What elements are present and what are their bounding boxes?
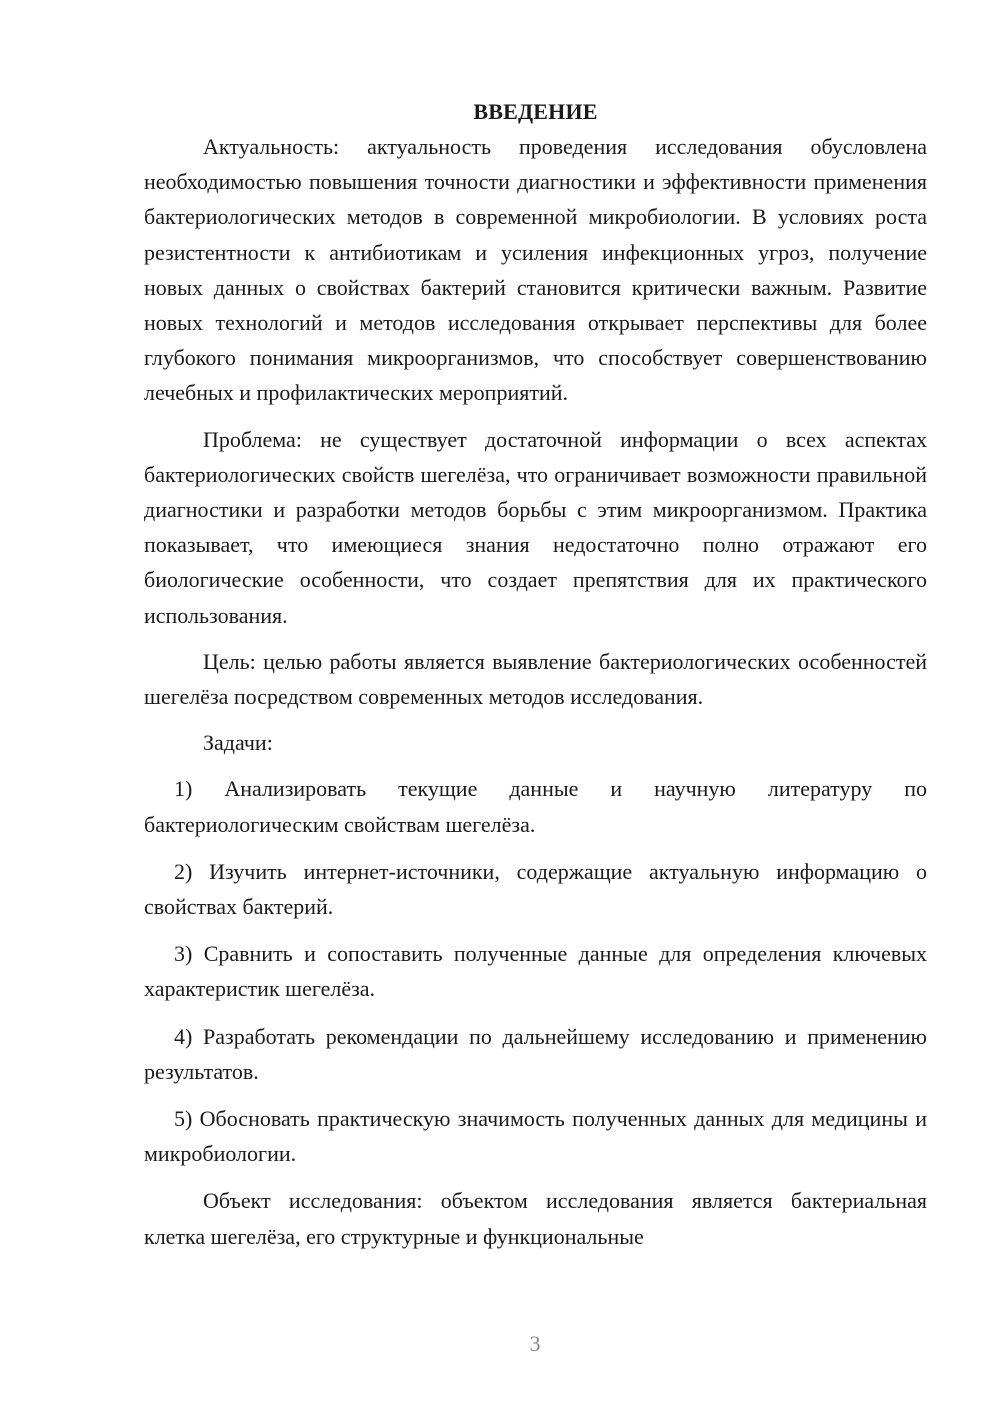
page-content bbox=[144, 94, 927, 1254]
section-heading: ВВЕДЕНИЕ bbox=[473, 99, 598, 124]
task-item: 4) Разработать рекомендации по дальнейшему исследованию и применению результатов. bbox=[144, 1023, 927, 1084]
relevance-paragraph: Актуальность: актуальность проведения исследования обусловлена необходимостью повышения точности диагностики и эффективности применения бактериологических методов в современной микробиологии. В условиях роста резистентности к антибиотикам и усиления инфекционных угроз, получение новых данных о свойствах бактерий становится критически важным. Развитие новых технологий и методов исследования открывает перспективы для более глубокого понимания микроорганизмов, что способствует совершенствованию лечебных и профилактических мероприятий. bbox=[144, 134, 927, 406]
problem-paragraph: Проблема: не существует достаточной информации о всех аспектах бактериологических свойств шегелёза, что ограничивает возможности правильной диагностики и разработки методов борьбы с этим микроорганизмом. Практика показывает, что имеющиеся знания недостаточно полно отражают его биологические особенности, что создает препятствия для их практического использования. bbox=[144, 426, 927, 628]
tasks-label: Задачи: bbox=[203, 730, 273, 756]
object-paragraph: Объект исследования: объектом исследования является бактериальная клетка шегелёза, его структурные и функциональные bbox=[144, 1188, 927, 1249]
goal-paragraph: Цель: целью работы является выявление бактериологических особенностей шегелёза посредством современных методов исследования. bbox=[144, 648, 927, 710]
task-item: 3) Сравнить и сопоставить полученные данные для определения ключевых характеристик шегелёза. bbox=[144, 941, 927, 1002]
task-item: 2) Изучить интернет-источники, содержащие актуальную информацию о свойствах бактерий. bbox=[144, 858, 927, 920]
task-item: 1) Анализировать текущие данные и научную литературу по бактериологическим свойствам шегелёза. bbox=[144, 776, 927, 837]
page-number: 3 bbox=[529, 1331, 541, 1356]
task-item: 5) Обосновать практическую значимость полученных данных для медицины и микробиологии. bbox=[144, 1106, 927, 1167]
